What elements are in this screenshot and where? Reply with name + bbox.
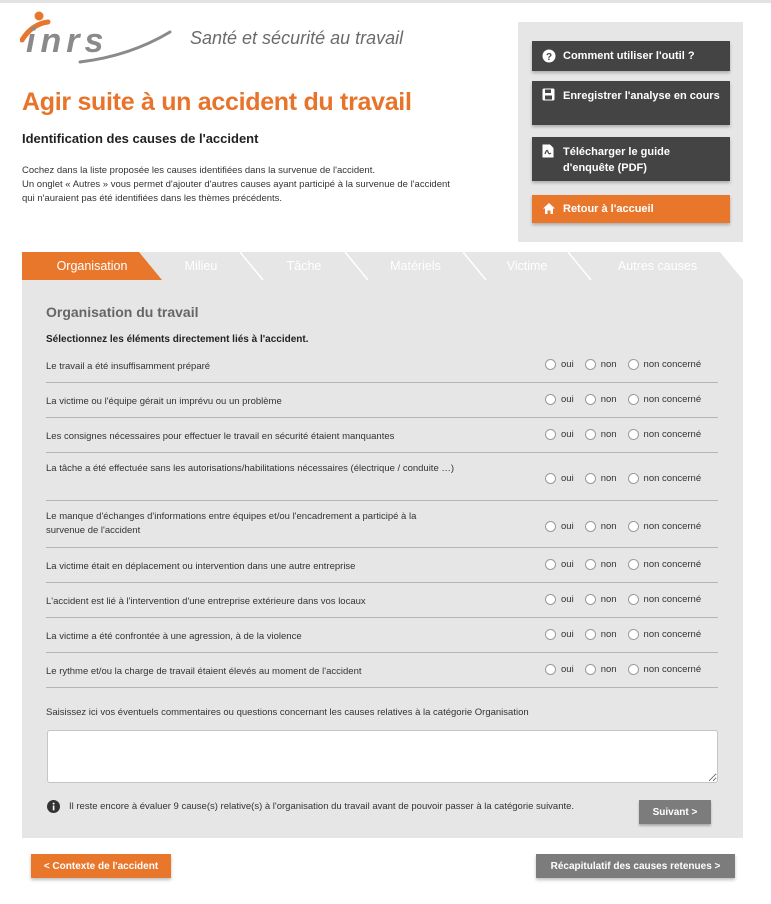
intro-text — [22, 164, 502, 206]
tab-milieu[interactable]: Milieu — [184, 259, 218, 273]
radio-non[interactable] — [585, 429, 596, 440]
accident-context-button[interactable]: < Contexte de l'accident — [31, 854, 171, 878]
pdf-icon — [542, 144, 556, 158]
intro-line: Cochez dans la liste proposée les causes identifiées dans la survenue de l'accident. — [22, 165, 375, 176]
side-panel — [518, 22, 743, 242]
section-title: Organisation du travail — [46, 304, 199, 320]
radio-label: oui — [561, 394, 574, 405]
tab-victime[interactable]: Victime — [506, 259, 548, 273]
save-icon — [542, 88, 556, 102]
radio-label: non — [600, 359, 617, 370]
radio-non[interactable] — [585, 559, 596, 570]
radio-label: oui — [561, 629, 574, 640]
radio-oui[interactable] — [545, 521, 556, 532]
radio-non-concerne[interactable] — [628, 521, 639, 532]
comment-label: Saisissez ici vos éventuels commentaires ou questions concernant les causes relatives à la catégorie Organisation — [46, 707, 529, 718]
question-text: La victime a été confrontée à une agression, à de la violence — [46, 631, 302, 642]
radio-label: non concerné — [643, 473, 702, 484]
radio-oui[interactable] — [545, 394, 556, 405]
radio-oui[interactable] — [545, 664, 556, 675]
radio-non-concerne[interactable] — [628, 594, 639, 605]
radio-oui[interactable] — [545, 359, 556, 370]
radio-oui[interactable] — [545, 429, 556, 440]
question-text: La victime ou l'équipe gérait un imprévu ou un problème — [46, 396, 282, 407]
save-analysis-label: Enregistrer l'analyse en cours — [563, 90, 720, 102]
radio-label: non — [600, 594, 617, 605]
radio-oui[interactable] — [545, 473, 556, 484]
tab-autres-causes[interactable]: Autres causes — [617, 259, 698, 273]
radio-label: non — [600, 394, 617, 405]
radio-non[interactable] — [585, 473, 596, 484]
radio-non[interactable] — [585, 664, 596, 675]
comment-textarea[interactable] — [47, 730, 718, 783]
causes-summary-button[interactable]: Récapitulatif des causes retenues > — [536, 854, 735, 878]
info-icon — [47, 800, 60, 813]
question-icon — [542, 49, 556, 63]
inrs-logo-graphic — [20, 10, 180, 66]
radio-label: oui — [561, 594, 574, 605]
question-row — [46, 423, 718, 453]
inrs-logo[interactable] — [20, 10, 180, 66]
question-text: L'accident est lié à l'intervention d'une entreprise extérieure dans vos locaux — [46, 596, 366, 607]
question-text: Le travail a été insuffisamment préparé — [46, 361, 211, 372]
intro-line: Un onglet « Autres » vous permet d'ajouter d'autres causes ayant participé à la survenue de l'accident — [22, 179, 450, 190]
radio-label: non — [600, 521, 617, 532]
save-analysis-button[interactable] — [532, 81, 730, 125]
home-icon — [542, 202, 556, 216]
radio-label: non concerné — [643, 559, 702, 570]
question-row — [46, 506, 718, 548]
question-text: Les consignes nécessaires pour effectuer le travail en sécurité étaient manquantes — [46, 431, 395, 442]
radio-non[interactable] — [585, 594, 596, 605]
radio-label: non concerné — [643, 521, 702, 532]
radio-label: non — [600, 559, 617, 570]
question-row — [46, 388, 718, 418]
how-to-use-button[interactable] — [532, 41, 730, 71]
answer-options — [545, 394, 712, 405]
main-panel — [22, 280, 743, 838]
page-subtitle: Identification des causes de l'accident — [22, 131, 259, 146]
radio-label: non concerné — [643, 594, 702, 605]
logo-text: inrs — [26, 22, 109, 60]
answer-options — [545, 594, 712, 605]
question-text: Le rythme et/ou la charge de travail étaient élevés au moment de l'accident — [46, 666, 362, 677]
question-text: Le manque d'échanges d'informations entre équipes et/ou l'encadrement a participé à la survenue de l'accident — [46, 511, 417, 536]
radio-non-concerne[interactable] — [628, 559, 639, 570]
how-to-use-label: Comment utiliser l'outil ? — [563, 50, 695, 62]
question-row — [46, 458, 718, 501]
remaining-causes-info: Il reste encore à évaluer 9 cause(s) relative(s) à l'organisation du travail avant de pouvoir passer à la catégorie suivante. — [69, 801, 575, 812]
radio-non[interactable] — [585, 359, 596, 370]
next-button[interactable]: Suivant > — [639, 800, 711, 824]
radio-non-concerne[interactable] — [628, 359, 639, 370]
radio-oui[interactable] — [545, 629, 556, 640]
radio-label: non concerné — [643, 664, 702, 675]
radio-non[interactable] — [585, 394, 596, 405]
intro-line: qui n'auraient pas été identifiées dans les thèmes précédents. — [22, 193, 283, 204]
radio-non-concerne[interactable] — [628, 429, 639, 440]
radio-label: oui — [561, 559, 574, 570]
instruction-text: Sélectionnez les éléments directement liés à l'accident. — [46, 334, 309, 345]
question-row — [46, 658, 718, 688]
radio-non[interactable] — [585, 521, 596, 532]
radio-non-concerne[interactable] — [628, 629, 639, 640]
tab-tache[interactable]: Tâche — [286, 259, 322, 273]
radio-label: non — [600, 629, 617, 640]
answer-options — [545, 664, 712, 675]
answer-options — [545, 359, 712, 370]
answer-options — [545, 521, 712, 532]
answer-options — [545, 473, 712, 484]
radio-label: oui — [561, 429, 574, 440]
download-guide-label: Télécharger le guide d'enquête (PDF) — [563, 146, 670, 174]
category-tabs — [22, 252, 743, 280]
radio-label: oui — [561, 359, 574, 370]
question-text: La tâche a été effectuée sans les autorisations/habilitations nécessaires (électrique / conduite …) — [46, 463, 455, 474]
back-home-label: Retour à l'accueil — [563, 203, 654, 215]
radio-non[interactable] — [585, 629, 596, 640]
tagline: Santé et sécurité au travail — [190, 28, 404, 48]
radio-non-concerne[interactable] — [628, 473, 639, 484]
tab-organisation[interactable]: Organisation — [56, 259, 128, 273]
tab-materiels[interactable]: Matériels — [390, 259, 441, 273]
question-row — [46, 553, 718, 583]
answer-options — [545, 559, 712, 570]
radio-label: non concerné — [643, 629, 702, 640]
radio-non-concerne[interactable] — [628, 394, 639, 405]
radio-label: non — [600, 664, 617, 675]
radio-label: non — [600, 429, 617, 440]
answer-options — [545, 429, 712, 440]
top-border — [0, 0, 771, 3]
radio-non-concerne[interactable] — [628, 664, 639, 675]
question-row — [46, 353, 718, 383]
download-guide-button[interactable] — [532, 137, 730, 181]
answer-options — [545, 629, 712, 640]
question-row — [46, 588, 718, 618]
radio-label: non — [600, 473, 617, 484]
radio-label: oui — [561, 521, 574, 532]
question-row — [46, 623, 718, 653]
radio-label: non concerné — [643, 359, 702, 370]
question-text: La victime était en déplacement ou intervention dans une autre entreprise — [46, 561, 356, 572]
radio-oui[interactable] — [545, 559, 556, 570]
radio-label: oui — [561, 473, 574, 484]
svg-text:?: ? — [545, 52, 553, 63]
radio-oui[interactable] — [545, 594, 556, 605]
radio-label: oui — [561, 664, 574, 675]
radio-label: non concerné — [643, 394, 702, 405]
back-home-button[interactable] — [532, 195, 730, 223]
page-title: Agir suite à un accident du travail — [22, 88, 412, 116]
radio-label: non concerné — [643, 429, 702, 440]
